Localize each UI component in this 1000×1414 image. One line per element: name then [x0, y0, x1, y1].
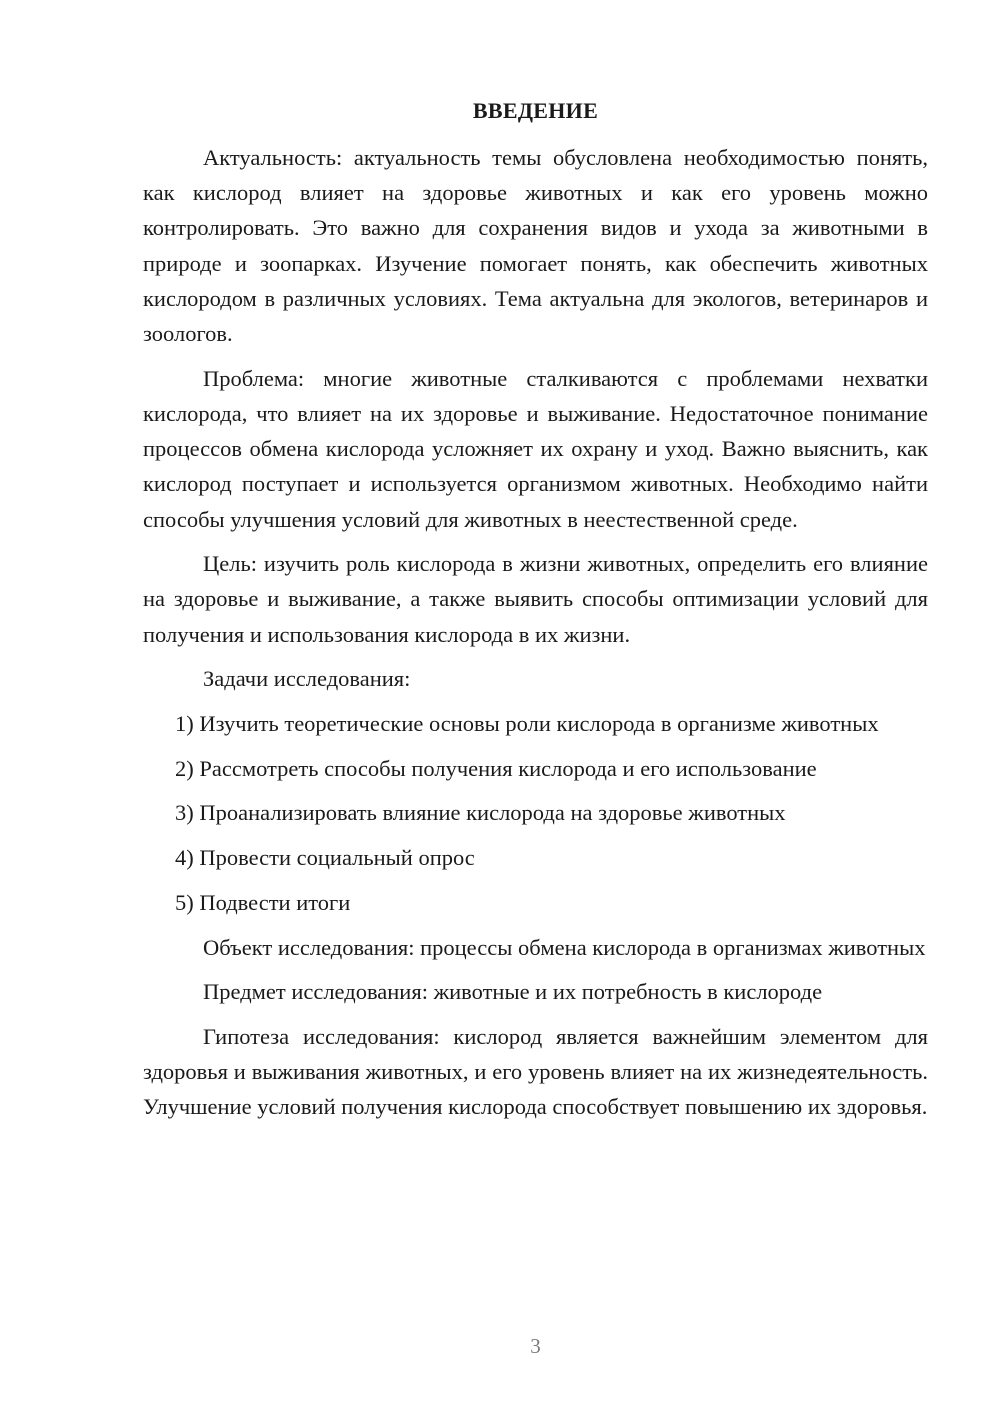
list-item: 3) Проанализировать влияние кислорода на здоровье животных: [175, 800, 786, 826]
document-body: [143, 140, 928, 1134]
relevance-paragraph: Актуальность: актуальность темы обусловлена необходимостью понять, как кислород влияет на здоровье животных и как его уровень можно контролировать. Это важно для сохранения видов и ухода за животными в природе и зоопарках. Изучение помогает понять, как обеспечить животных кислородом в различных условиях. Тема актуальна для экологов, ветеринаров и зоологов.: [143, 145, 928, 347]
problem-paragraph: Проблема: многие животные сталкиваются с проблемами нехватки кислорода, что влияет на их здоровье и выживание. Недостаточное понимание процессов обмена кислорода усложняет их охрану и уход. Важно выяснить, как кислород поступает и используется организмом животных. Необходимо найти способы улучшения условий для животных в неестественной среде.: [143, 365, 928, 532]
tasks-list: [143, 706, 928, 920]
subject-paragraph: Предмет исследования: животные и их потребность в кислороде: [203, 979, 823, 1005]
document-page: [143, 0, 928, 1414]
object-paragraph: Объект исследования: процессы обмена кислорода в организмах животных: [203, 934, 926, 960]
goal-paragraph: Цель: изучить роль кислорода в жизни животных, определить его влияние на здоровье и выживание, а также выявить способы оптимизации условий для получения и использования кислорода в их жизни.: [143, 551, 928, 647]
list-item: 4) Провести социальный опрос: [175, 845, 475, 871]
hypothesis-paragraph: Гипотеза исследования: кислород является важнейшим элементом для здоровья и выживания животных, и его уровень влияет на их жизнедеятельность. Улучшение условий получения кислорода способствует повышению их здоровья.: [143, 1023, 928, 1120]
page-number: 3: [530, 1334, 541, 1358]
tasks-heading: Задачи исследования:: [203, 666, 411, 692]
page-title: ВВЕДЕНИЕ: [472, 98, 599, 123]
list-item: 1) Изучить теоретические основы роли кислорода в организме животных: [175, 711, 879, 737]
list-item: 2) Рассмотреть способы получения кислорода и его использование: [175, 755, 817, 781]
list-item: 5) Подвести итоги: [175, 889, 351, 915]
